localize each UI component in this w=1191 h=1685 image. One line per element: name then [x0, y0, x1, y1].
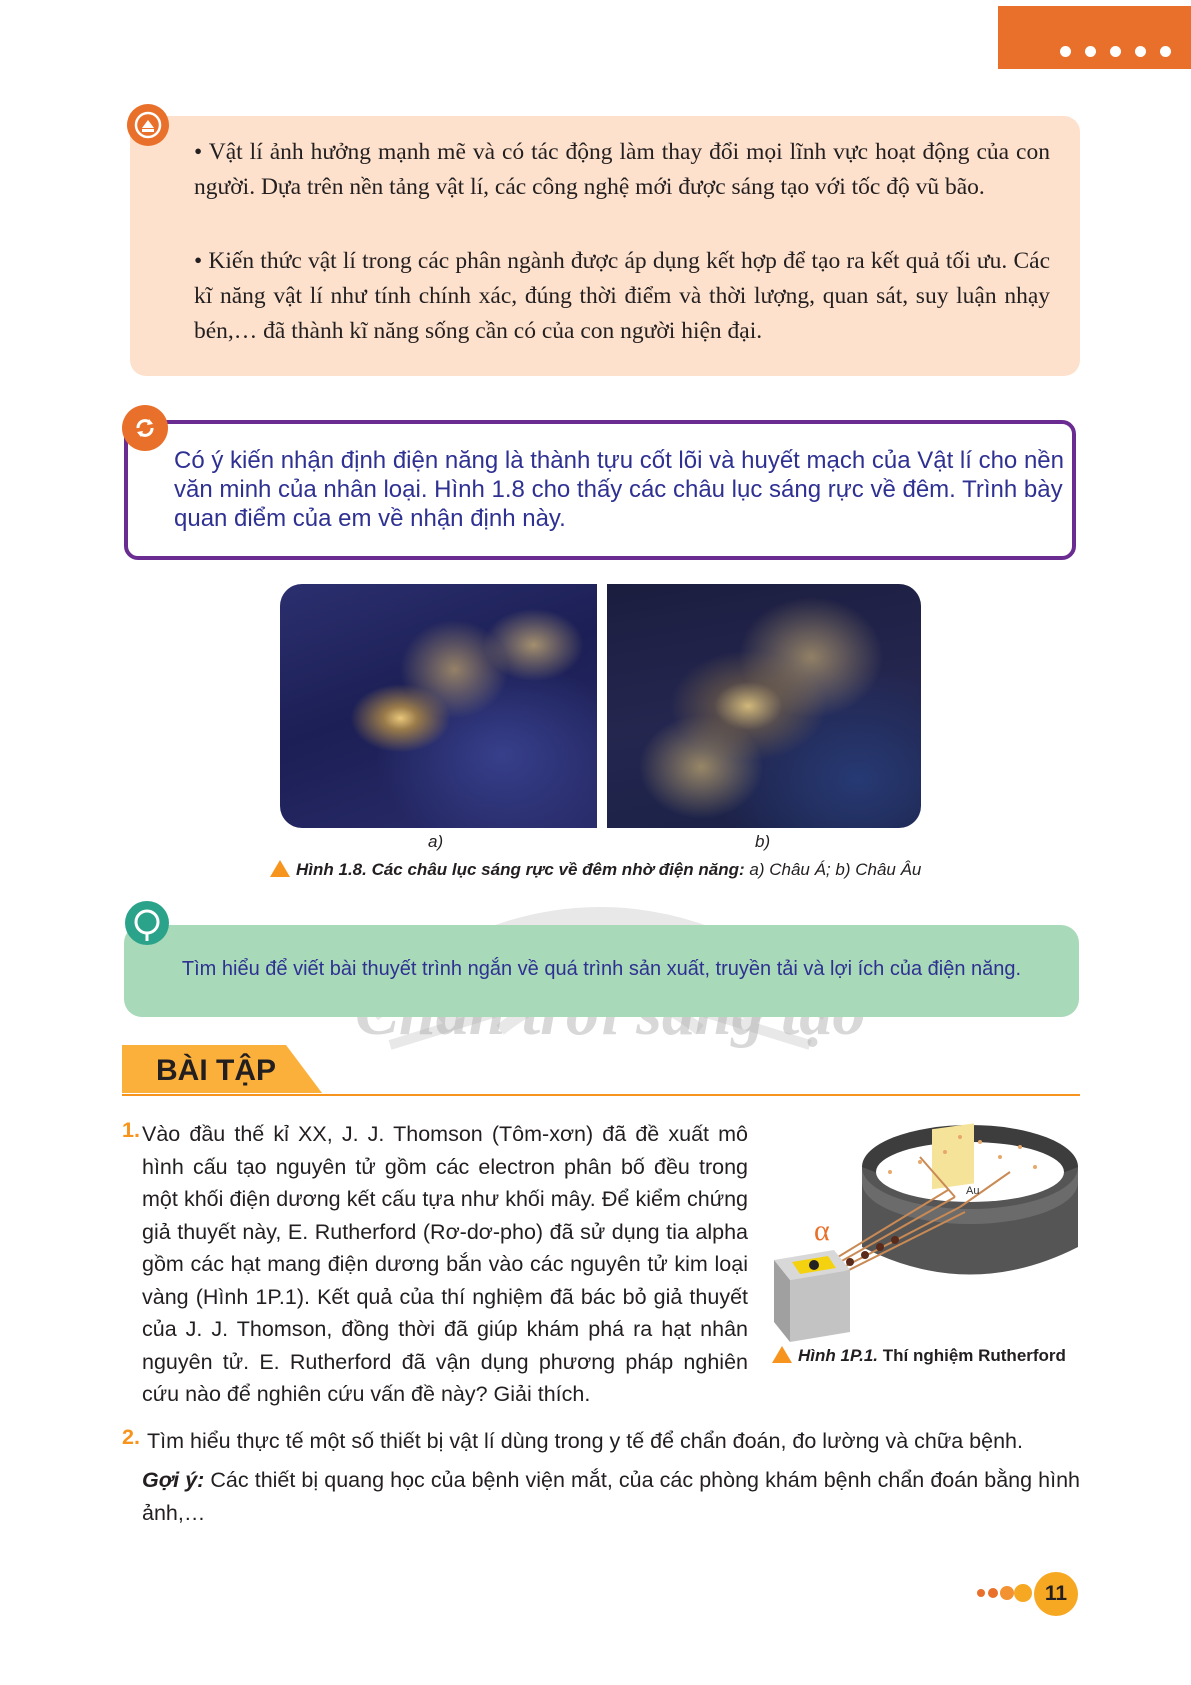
refresh-icon — [122, 405, 168, 451]
exercise-1-number: 1. — [122, 1118, 140, 1142]
figure-1p1-caption — [772, 1346, 1066, 1366]
hint-label: Gợi ý: — [142, 1468, 205, 1492]
figure-1-8-caption — [270, 860, 921, 880]
activity-icon — [125, 901, 169, 945]
summary-paragraph-2: • Kiến thức vật lí trong các phân ngành được áp dụng kết hợp để tạo ra kết quả tối ưu. Các kĩ năng vật lí như tính chính xác, đúng thời điểm và thời lượng, quan sát, suy luận nhạy bén,… đã thành kĩ năng sống cần có của con người hiện đại. — [194, 248, 1050, 344]
summary-paragraph-1: • Vật lí ảnh hưởng mạnh mẽ và có tác động làm thay đổi mọi lĩnh vực hoạt động của con người. Dựa trên nền tảng vật lí, các công nghệ mới được sáng tạo với tốc độ vũ bão. — [194, 139, 1050, 200]
exercise-2-hint — [142, 1464, 1080, 1529]
rutherford-experiment-illustration — [770, 1112, 1080, 1352]
exercise-2-text: Tìm hiểu thực tế một số thiết bị vật lí dùng trong y tế để chẩn đoán, đo lường và chữa bệnh. — [147, 1429, 1023, 1453]
caption-italic: a) Châu Á; b) Châu Âu — [744, 860, 922, 879]
activity-text: Tìm hiểu để viết bài thuyết trình ngắn về quá trình sản xuất, truyền tải và lợi ích của điện năng. — [181, 958, 1022, 980]
caption-1p1-italic: Hình 1P.1. — [798, 1346, 878, 1365]
exercise-1-text: Vào đầu thế kỉ XX, J. J. Thomson (Tôm-xơn) đã đề xuất mô hình cấu tạo nguyên tử gồm các electron phân bố đều trong một khối điện dương kết cấu tựa như khối mây. Để kiểm chứng giả thuyết này, E. Rutherford (Rơ-dơ-pho) đã sử dụng tia alpha gồm các hạt mang điện dương bắn vào các nguyên tử kim loại vàng (Hình 1P.1). Kết quả của thí nghiệm đã bác bỏ giả thuyết của J. J. Thomson, đồng thời đã giúp khám phá ra hạt nhân nguyên tử. E. Rutherford đã vận dụng phương pháp nghiên cứu nào để nghiên cứu vấn đề này? Giải thích. — [142, 1122, 748, 1406]
exercises-header: BÀI TẬP — [156, 1054, 276, 1087]
caption-bold: Hình 1.8. Các châu lục sáng rực về đêm nhờ điện năng: — [296, 860, 745, 879]
page-number: 11 — [1034, 1572, 1078, 1616]
photo-europe-night — [607, 584, 921, 828]
gold-label: Au — [966, 1185, 980, 1197]
corner-tab — [998, 6, 1191, 69]
question-text: Có ý kiến nhận định điện năng là thành tựu cốt lõi và huyết mạch của Vật lí cho nền văn minh của nhân loại. Hình 1.8 cho thấy các châu lục sáng rực về đêm. Trình bày quan điểm của em về nhận định này. — [174, 447, 1064, 532]
figure-label-b: b) — [755, 832, 771, 851]
triangle-icon — [772, 1346, 792, 1363]
hint-body: Các thiết bị quang học của bệnh viện mắt, của các phòng khám bệnh chẩn đoán bằng hình ảnh,… — [142, 1468, 1080, 1525]
alpha-symbol: α — [814, 1214, 830, 1247]
corner-dots — [1060, 46, 1171, 57]
summary-badge-icon — [127, 104, 169, 146]
exercise-2-number: 2. — [122, 1425, 140, 1449]
triangle-icon — [270, 860, 290, 877]
caption-1p1-bold: Thí nghiệm Rutherford — [878, 1346, 1066, 1365]
photo-asia-night — [280, 584, 597, 828]
figure-label-a: a) — [428, 832, 444, 851]
exercises-divider — [122, 1094, 1080, 1096]
